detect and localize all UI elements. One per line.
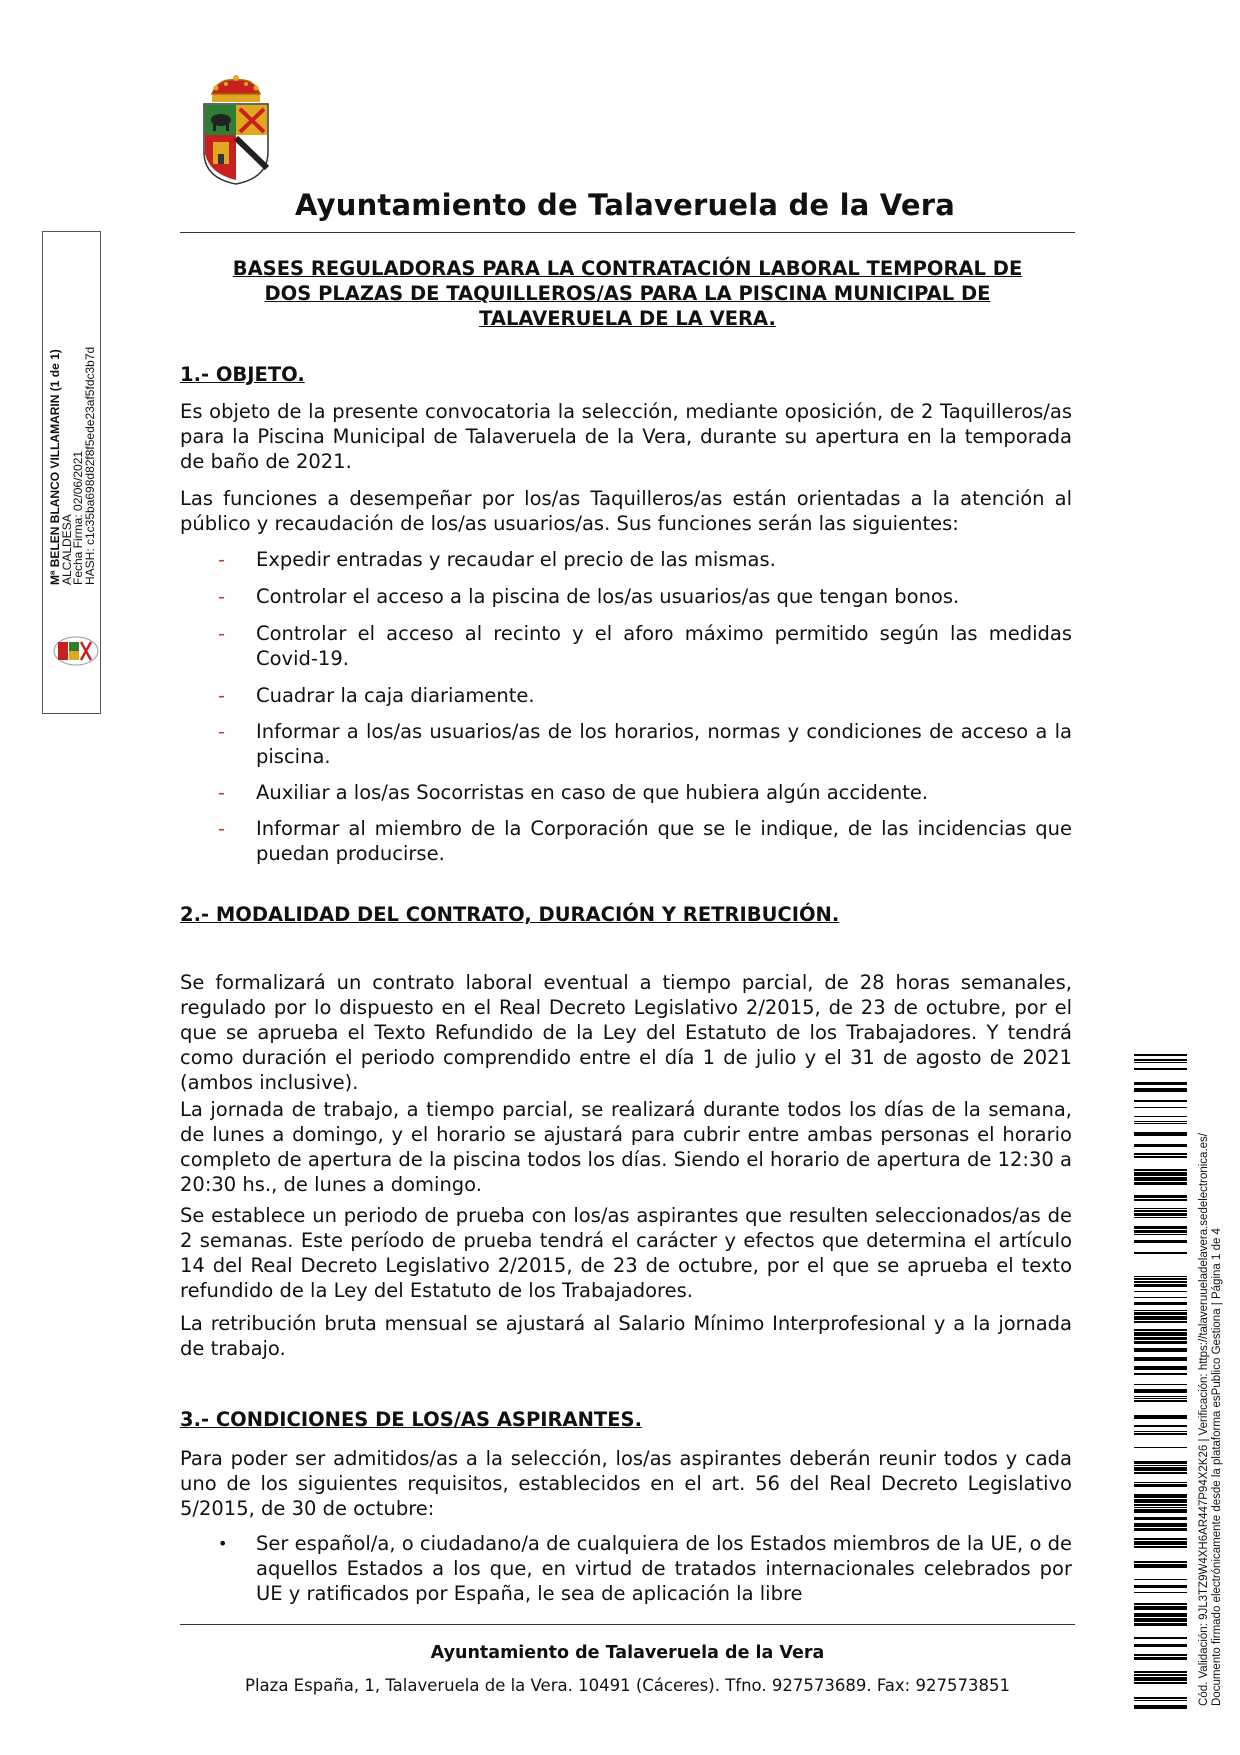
list-item: - Controlar el acceso al recinto y el aforo máximo permitido según las medidas Covid-19. [218,622,1072,670]
footer-org-name: Ayuntamiento de Talaveruela de la Vera [430,1643,825,1663]
signature-seal-icon [52,634,100,668]
header-divider [180,232,1075,233]
list-marker: - [218,548,226,571]
validation-text [1198,1046,1224,1706]
list-marker: - [218,817,226,840]
validation-platform: Documento firmado electrónicamente desde la plataforma esPublico Gestiona | Página 1 de 4 [1211,1228,1223,1706]
section-2-paragraph: La retribución bruta mensual se ajustará al Salario Mínimo Interprofesional y a la jornada de trabajo. [180,1312,1072,1360]
document-title-line: DOS PLAZAS DE TAQUILLEROS/AS PARA LA PISCINA MUNICIPAL DE [264,282,991,305]
list-marker: - [218,684,226,707]
section-2-paragraph: Se formalizará un contrato laboral eventual a tiempo parcial, de 28 horas semanales, regulado por lo dispuesto en el Real Decreto Legislativo 2/2015, de 23 de octubre, por el que se aprueba el Texto Refundido de la Ley del Estatuto de los Trabajadores. Y tendrá como duración el periodo comprendido entre el día 1 de julio y el 31 de agosto de 2021 (ambos inclusive). [180,971,1072,1094]
municipal-crest-logo [198,74,274,186]
list-marker: - [218,622,226,645]
footer-address: Plaza España, 1, Talaveruela de la Vera. 10491 (Cáceres). Tfno. 927573689. Fax: 927573851 [245,1676,1010,1695]
footer-divider [180,1624,1075,1625]
signature-role: ALCALDESA [59,514,74,585]
signature-signer: Mª BELEN BLANCO VILLAMARIN (1 de 1) [48,349,62,585]
document-title [180,256,1075,331]
list-item: - Auxiliar a los/as Socorristas en caso de que hubiera algún accidente. [218,781,929,804]
list-bullet: • [218,1534,228,1553]
list-item: - Informar al miembro de la Corporación que se le indique, de las incidencias que puedan producirse. [218,817,1072,865]
section-1-paragraph: Las funciones a desempeñar por los/as Taquilleros/as están orientadas a la atención al público y recaudación de los/as usuarios/as. Sus funciones serán las siguientes: [180,487,1072,535]
list-item: • Ser español/a, o ciudadano/a de cualquiera de los Estados miembros de la UE, o de aquellos Estados a los que, en virtud de tratados internacionales celebrados por UE y ratificados por España, le sea de aplicación la libre [218,1532,1072,1605]
signature-date: Fecha Firma: 02/06/2021 [71,450,85,585]
section-3-paragraph: Para poder ser admitidos/as a la selección, los/as aspirantes deberán reunir todos y cada uno de los siguientes requisitos, establecidos en el art. 56 del Real Decreto Legislativo 5/2015, de 30 de octubre: [180,1447,1072,1520]
section-3-heading: 3.- CONDICIONES DE LOS/AS ASPIRANTES. [180,1408,643,1431]
section-2-paragraph: La jornada de trabajo, a tiempo parcial, se realizará durante todos los días de la semana, de lunes a domingo, y el horario se ajustará para cubrir entre ambas personas el horario completo de apertura de la piscina todos los días. Siendo el horario de apertura de 12:30 a 20:30 hs., de lunes a domingo. [180,1098,1072,1196]
barcode-icon [1134,1054,1187,1709]
list-marker: - [218,720,226,743]
document-title-line: BASES REGULADORAS PARA LA CONTRATACIÓN LABORAL TEMPORAL DE [232,257,1023,280]
list-item: - Controlar el acceso a la piscina de los/as usuarios/as que tengan bonos. [218,585,960,608]
list-item: - Cuadrar la caja diariamente. [218,684,535,707]
document-title-line: TALAVERUELA DE LA VERA. [479,307,776,330]
section-1-heading: 1.- OBJETO. [180,363,305,386]
header-org-title: Ayuntamiento de Talaveruela de la Vera [295,188,955,222]
list-item: - Informar a los/as usuarios/as de los horarios, normas y condiciones de acceso a la piscina. [218,720,1072,768]
list-marker: - [218,781,226,804]
list-item: - Expedir entradas y recaudar el precio de las mismas. [218,548,776,571]
section-2-paragraph: Se establece un periodo de prueba con los/as aspirantes que resulten seleccionados/as de 2 semanas. Este período de prueba tendrá el carácter y efectos que determina el artículo 14 del Real Decreto Legislativo 2/2015, de 23 de octubre, por el que se aprueba el texto refundido de la Ley del Estatuto de los Trabajadores. [180,1204,1072,1302]
list-marker: - [218,585,226,608]
section-2-heading: 2.- MODALIDAD DEL CONTRATO, DURACIÓN Y RETRIBUCIÓN. [180,903,840,926]
signature-text [50,325,96,585]
section-1-paragraph: Es objeto de la presente convocatoria la selección, mediante oposición, de 2 Taquilleros/as para la Piscina Municipal de Talaveruela de la Vera, durante su apertura en la temporada de baño de 2021. [180,400,1072,473]
signature-hash: HASH: c1c35ba698d82f8f5ede23af5fdc3b7d [82,346,97,585]
validation-code: Cód. Validación: 9JL3TZ9W4XH6AR447P94X2K26 | Verificación: https://talaveruueladelavera.sedelectronica.es/ [1198,1133,1210,1706]
